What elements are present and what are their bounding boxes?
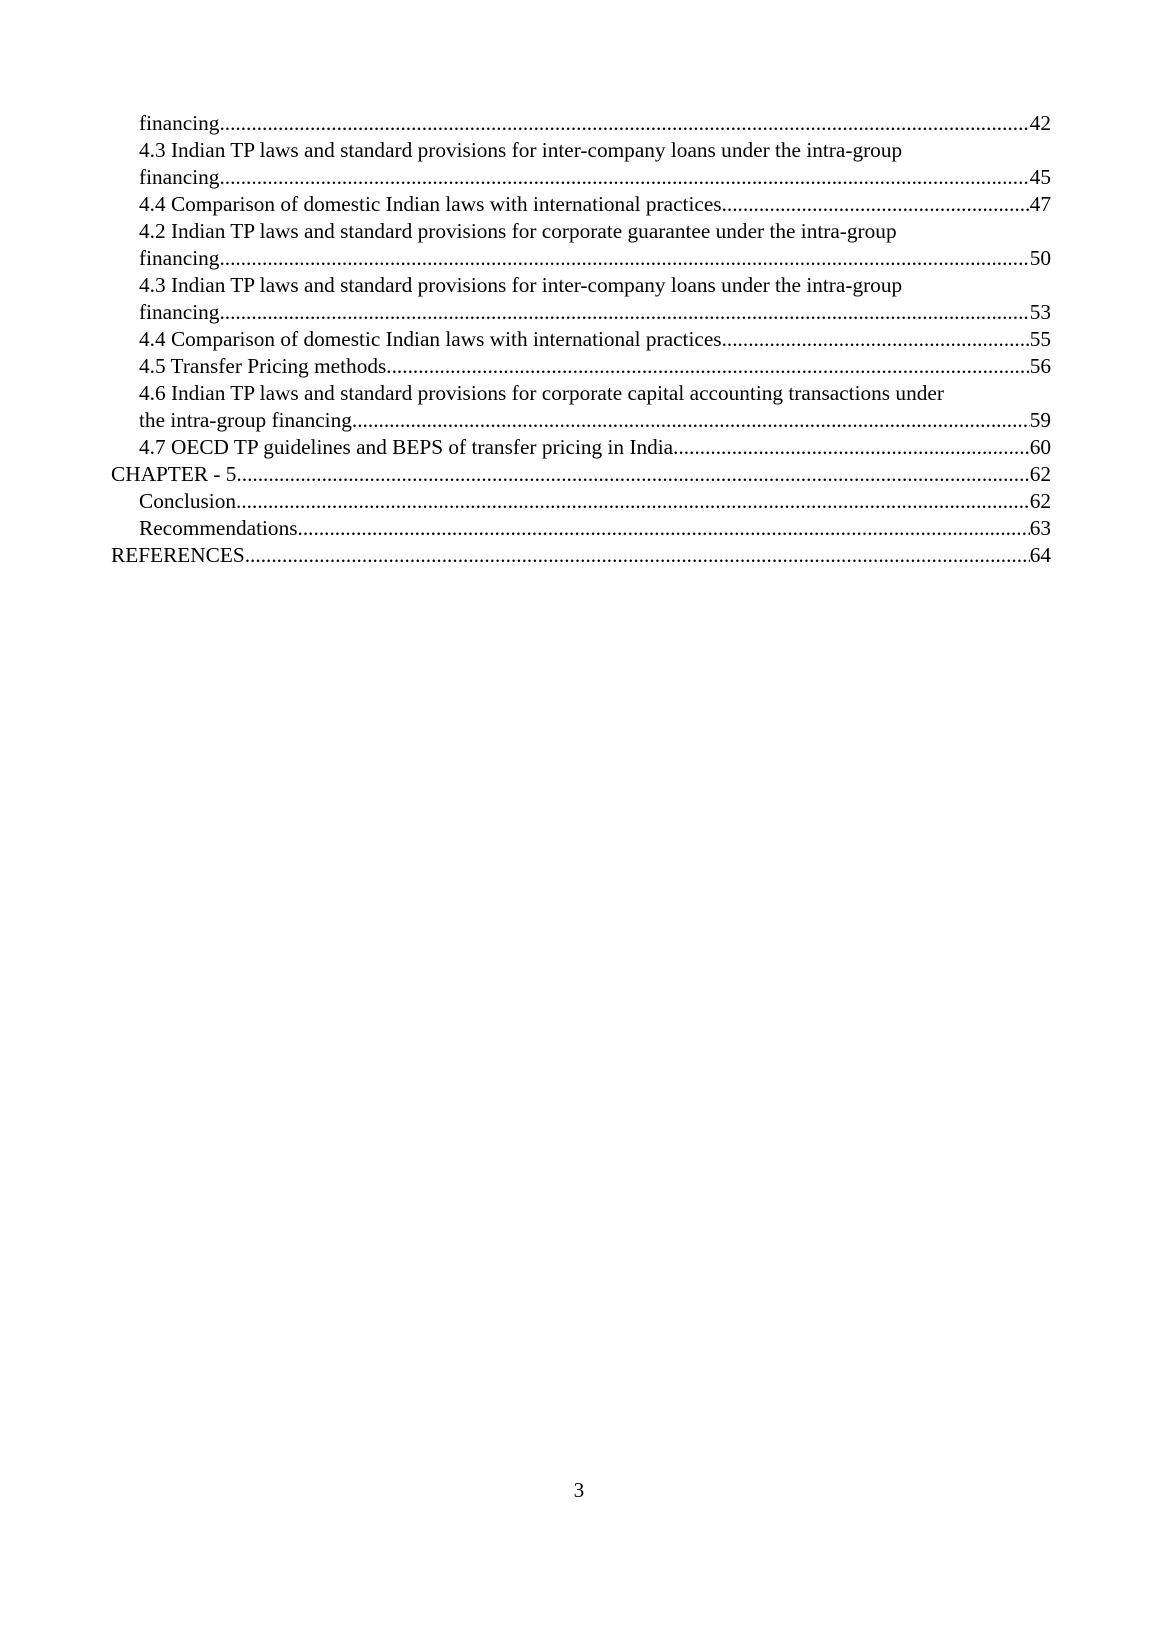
toc-page-number: 53 <box>1029 300 1051 324</box>
dot-leader <box>219 245 1029 272</box>
toc-page-number: 45 <box>1029 165 1051 189</box>
toc-entry-text: CHAPTER - 5 <box>111 462 237 486</box>
toc-entry-line <box>139 407 1051 434</box>
toc-entry-text: 4.6 Indian TP laws and standard provisions for corporate capital accounting transactions under <box>139 381 944 405</box>
toc-entry-text: 4.4 Comparison of domestic Indian laws with international practices <box>139 327 722 351</box>
toc-page-number: 59 <box>1029 408 1051 432</box>
toc-entry-text: 4.3 Indian TP laws and standard provisions for inter-company loans under the intra-group <box>139 273 903 297</box>
toc-page-number: 50 <box>1029 246 1051 270</box>
toc-entry[interactable] <box>111 137 1051 191</box>
toc-entry[interactable] <box>111 542 1051 569</box>
toc-entry-text: 4.2 Indian TP laws and standard provisions for corporate guarantee under the intra-group <box>139 219 897 243</box>
dot-leader <box>236 461 1029 488</box>
toc-entry-text: 4.3 Indian TP laws and standard provisions for inter-company loans under the intra-group <box>139 138 903 162</box>
toc-entry-text: the intra-group financing <box>139 408 352 432</box>
toc-entry-line <box>139 488 1051 515</box>
toc-entry[interactable] <box>111 488 1051 515</box>
toc-entry-text: financing <box>139 111 220 135</box>
toc-entry[interactable] <box>111 434 1051 461</box>
dot-leader <box>352 407 1030 434</box>
toc-entry[interactable] <box>111 110 1051 137</box>
toc-entry-line <box>139 299 1051 326</box>
dot-leader <box>673 434 1030 461</box>
toc-page-number: 55 <box>1029 327 1051 351</box>
toc-entry-line <box>139 191 1051 218</box>
toc-entry[interactable] <box>111 380 1051 434</box>
dot-leader <box>298 515 1030 542</box>
toc-entry[interactable] <box>111 353 1051 380</box>
dot-leader <box>722 326 1030 353</box>
toc-entry-text: financing <box>139 165 220 189</box>
toc-entry-text: REFERENCES <box>111 543 245 567</box>
dot-leader <box>722 191 1030 218</box>
toc-page-number: 42 <box>1029 111 1051 135</box>
toc-entry-text: Recommendations <box>139 516 298 540</box>
dot-leader <box>245 542 1030 569</box>
table-of-contents <box>111 110 1051 569</box>
toc-page-number: 47 <box>1029 192 1051 216</box>
toc-entry-text: 4.4 Comparison of domestic Indian laws with international practices <box>139 192 722 216</box>
toc-entry[interactable] <box>111 218 1051 272</box>
toc-entry-text: financing <box>139 300 220 324</box>
toc-entry-line <box>111 461 1051 488</box>
toc-entry[interactable] <box>111 461 1051 488</box>
dot-leader <box>236 488 1030 515</box>
toc-entry-line <box>139 353 1051 380</box>
toc-entry-line <box>111 542 1051 569</box>
toc-entry-line <box>139 110 1051 137</box>
dot-leader <box>386 353 1029 380</box>
toc-page-number: 63 <box>1029 516 1051 540</box>
toc-page-number: 56 <box>1029 354 1051 378</box>
toc-entry[interactable] <box>111 326 1051 353</box>
toc-entry-text: financing <box>139 246 220 270</box>
toc-entry-text: 4.5 Transfer Pricing methods <box>139 354 387 378</box>
dot-leader <box>219 299 1029 326</box>
toc-entry-line <box>139 245 1051 272</box>
toc-page-number: 64 <box>1029 543 1051 567</box>
dot-leader <box>219 164 1029 191</box>
toc-entry-text: Conclusion <box>139 489 237 513</box>
toc-page-number: 62 <box>1029 462 1051 486</box>
toc-entry-line <box>139 164 1051 191</box>
toc-entry[interactable] <box>111 191 1051 218</box>
toc-entry[interactable] <box>111 272 1051 326</box>
toc-entry-text: 4.7 OECD TP guidelines and BEPS of transfer pricing in India <box>139 435 674 459</box>
toc-entry[interactable] <box>111 515 1051 542</box>
toc-entry-line <box>139 434 1051 461</box>
toc-entry-line <box>139 326 1051 353</box>
dot-leader <box>219 110 1029 137</box>
toc-page-number: 62 <box>1029 489 1051 513</box>
page-number: 3 <box>573 1478 585 1502</box>
toc-page-number: 60 <box>1029 435 1051 459</box>
toc-entry-line <box>139 515 1051 542</box>
